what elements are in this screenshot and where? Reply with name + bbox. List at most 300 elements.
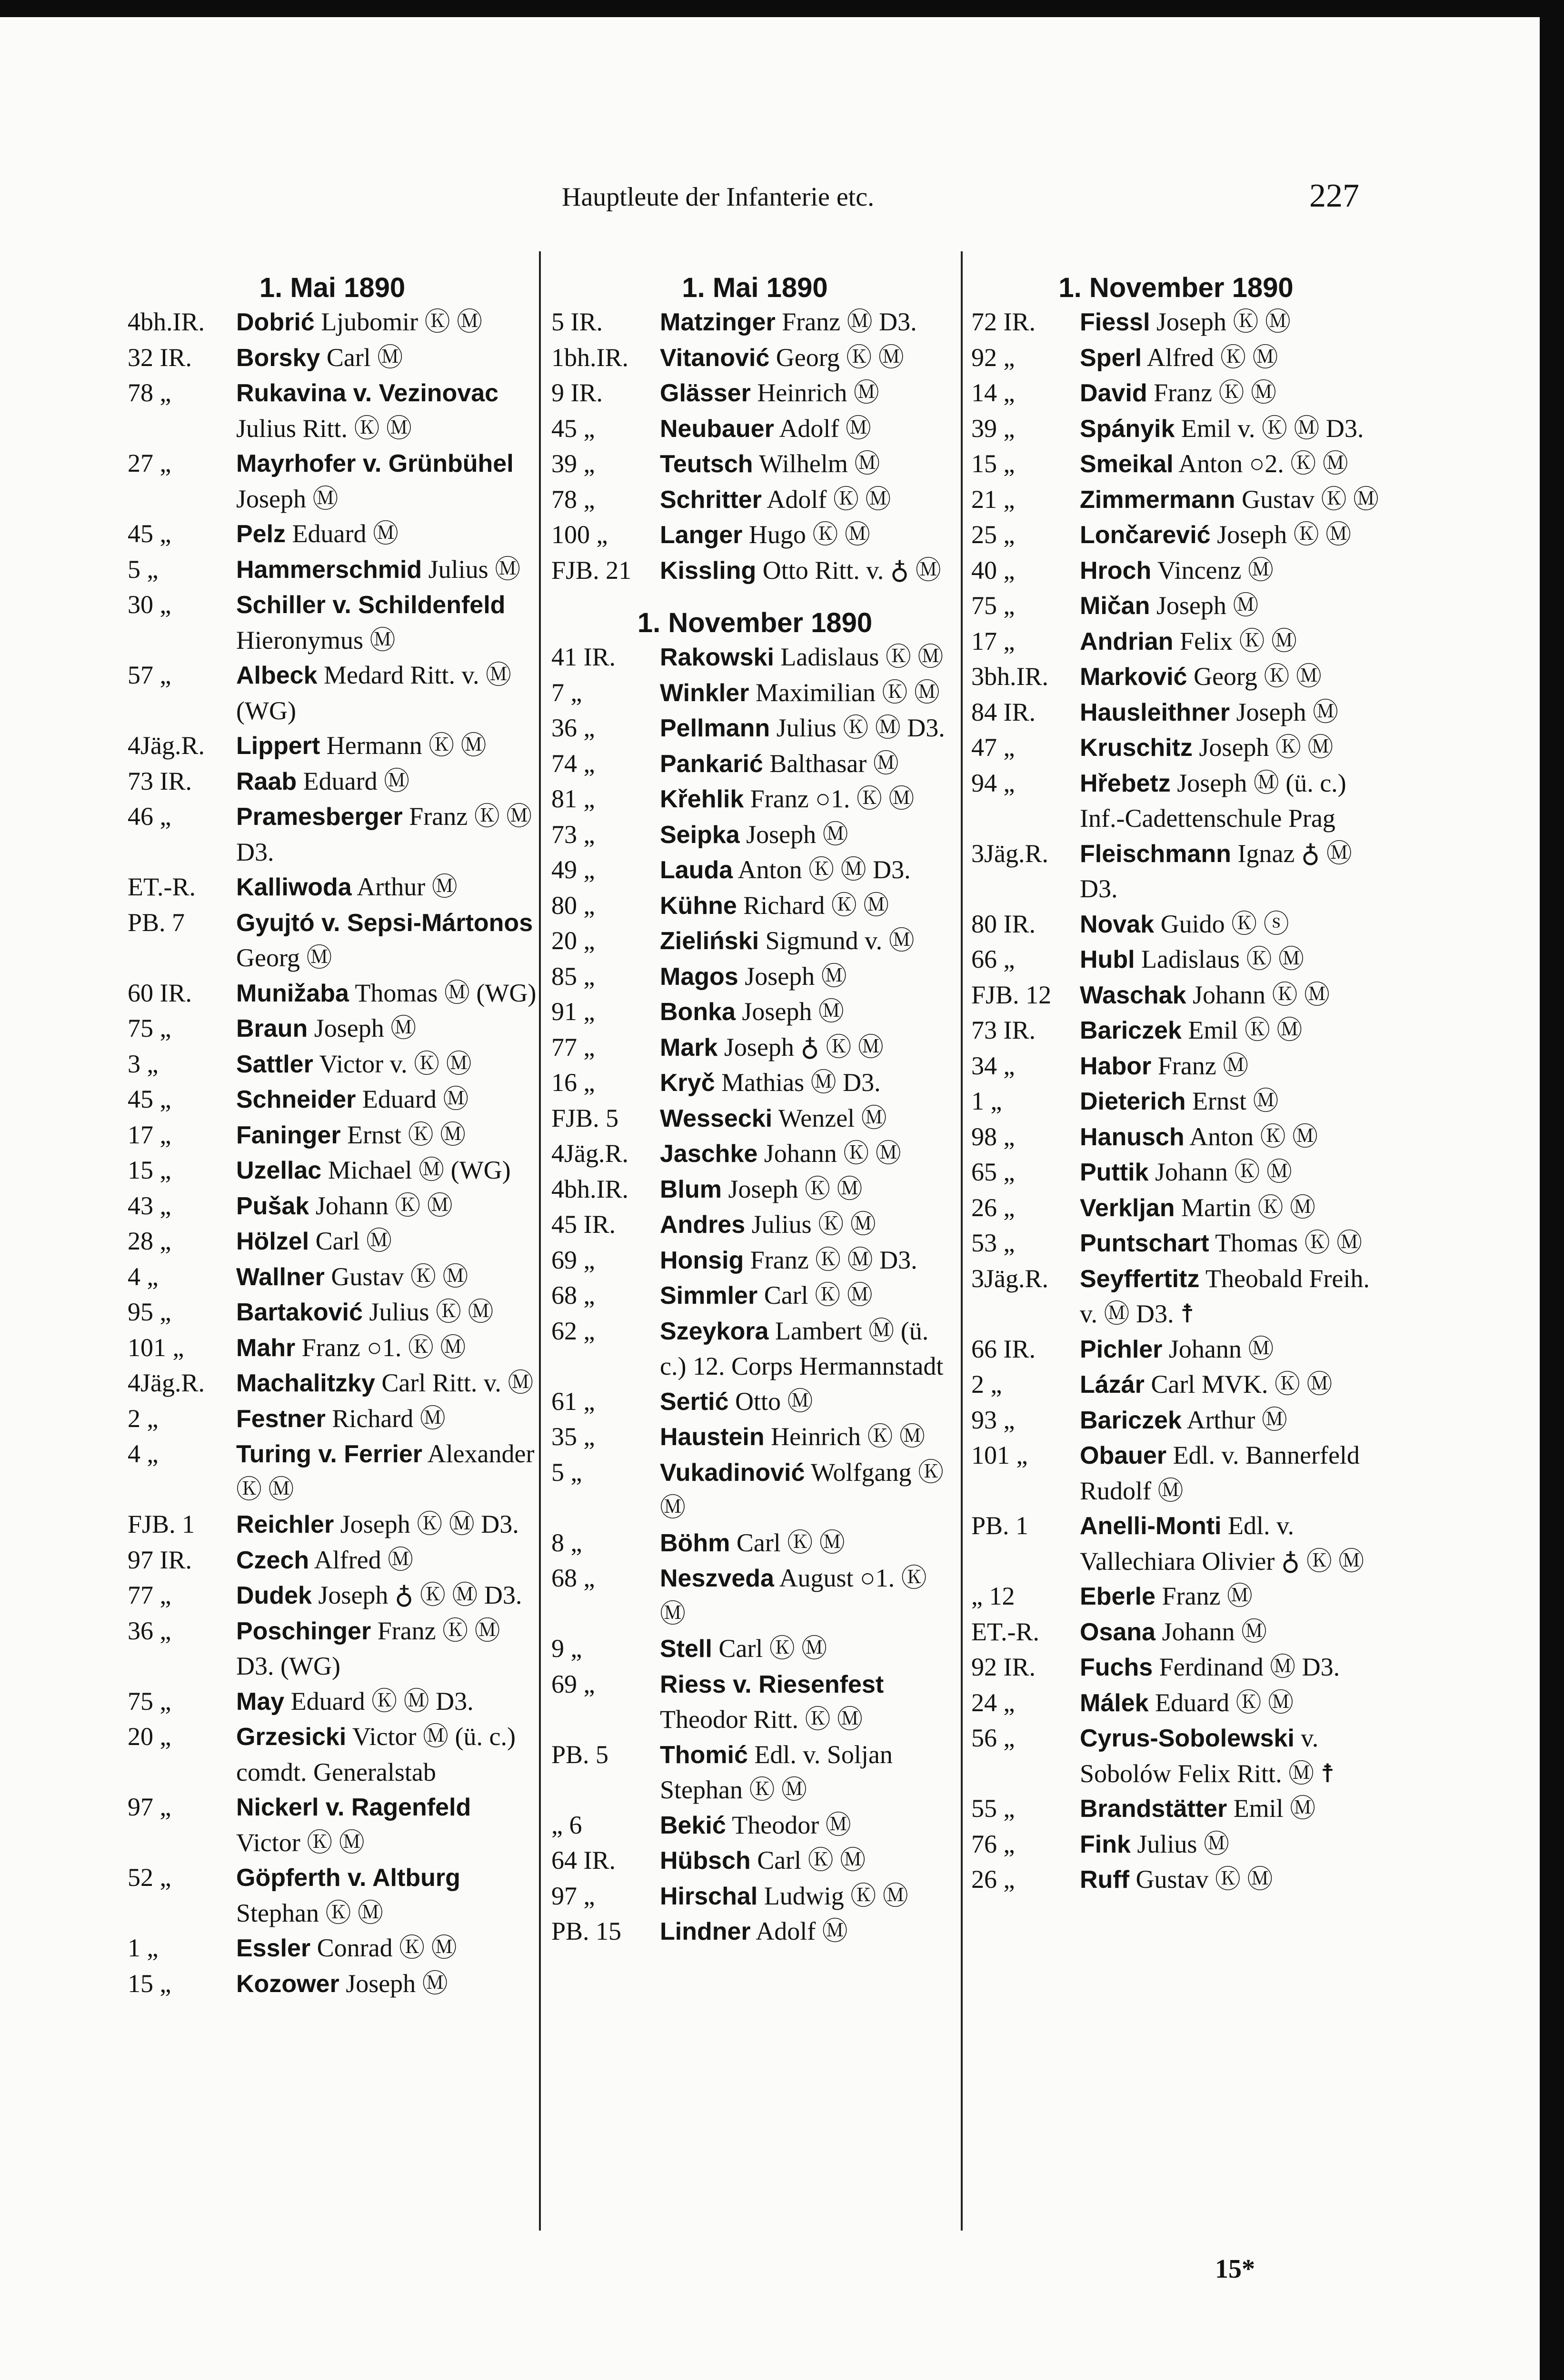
officer-surname: Blum [660,1175,722,1203]
unit-designation: 4bh.IR. [551,1174,628,1203]
unit-designation: 3 „ [128,1049,159,1078]
officer-details: Thomas Ⓜ (WG) [349,978,537,1007]
officer-entry [236,1860,537,1931]
unit-designation: 85 „ [551,962,595,991]
officer-details: Johann Ⓜ [1155,1617,1267,1646]
officer-entry [660,1101,958,1137]
list-item [128,1011,537,1047]
officer-surname: Munižaba [236,979,349,1007]
list-item [971,1686,1381,1721]
officer-entry [1080,978,1381,1013]
unit-designation: ET.-R. [128,873,196,901]
officer-details: Otto Ⓜ [728,1387,813,1416]
officer-entry [236,552,537,588]
officer-surname: Fink [1080,1830,1131,1858]
unit-designation: 101 „ [128,1333,184,1362]
officer-details: Georg Ⓚ Ⓜ [769,343,904,372]
officer-surname: Pušak [236,1192,309,1220]
list-item [971,1862,1381,1898]
officer-surname: Festner [236,1405,326,1433]
officer-entry [236,446,537,516]
officer-surname: Novak [1080,910,1155,938]
officer-surname: Sertić [660,1388,729,1416]
officer-details: Hieronymus Ⓜ [236,625,396,654]
officer-details: Franz Ⓜ [1155,1582,1253,1610]
officer-details: Joseph Ⓚ Ⓜ [1192,733,1334,762]
unit-designation: 1bh.IR. [551,343,628,372]
officer-entry [1080,1721,1381,1791]
unit-designation: FJB. 5 [551,1103,619,1132]
officer-details: Ernst Ⓜ [1185,1087,1279,1115]
list-item [128,1047,537,1082]
list-item [551,1843,958,1879]
officer-details: Franz Ⓚ Ⓜ D3. [236,802,532,866]
officer-entry [236,1224,537,1259]
officer-entry [1080,836,1381,907]
list-item [128,976,537,1012]
officer-surname: Smeikal [1080,450,1174,478]
officer-surname: Waschak [1080,981,1186,1009]
officer-surname: Hroch [1080,556,1152,585]
unit-designation: 17 „ [971,626,1015,655]
list-item [971,1650,1381,1686]
officer-entry [1080,1084,1381,1120]
officer-surname: Vukadinović [660,1458,805,1487]
unit-designation: 80 „ [551,891,595,920]
list-item [128,1719,537,1790]
officer-surname: Seipka [660,821,740,849]
unit-designation: 20 „ [551,926,595,955]
officer-entry [660,923,958,959]
officer-details: Ludwig Ⓚ Ⓜ [757,1881,908,1910]
officer-surname: Reichler [236,1511,334,1538]
officer-entry [1080,1791,1381,1827]
list-item [551,853,958,888]
list-item [971,376,1381,411]
officer-surname: Böhm [660,1529,730,1557]
officer-surname: Lončarević [1080,521,1211,549]
officer-entry [236,1437,537,1507]
officer-details: Edl. v. Bannerfeld Rudolf Ⓜ [1080,1441,1360,1505]
officer-details: Alfred Ⓜ [309,1545,414,1574]
officer-details: Conrad Ⓚ Ⓜ [310,1934,457,1962]
officer-surname: Winkler [660,679,749,707]
officer-entry [236,870,537,905]
officer-surname: Lauda [660,856,733,884]
list-item [128,340,537,376]
list-item [128,552,537,588]
officer-entry [660,446,958,482]
officer-surname: Wessecki [660,1104,773,1132]
officer-entry [1080,1438,1381,1508]
officer-details: Martin Ⓚ Ⓜ [1175,1193,1315,1222]
officer-details: Johann Ⓚ Ⓜ [309,1191,453,1220]
column-middle [551,271,958,1950]
officer-entry [1080,1827,1381,1863]
list-item [551,376,958,411]
officer-details: Arthur Ⓜ [351,873,458,901]
officer-entry [236,1330,537,1366]
officer-entry [660,1914,958,1950]
officer-surname: Szeykora [660,1317,769,1345]
officer-details: Alfred Ⓚ Ⓜ [1142,343,1278,372]
officer-surname: Dudek [236,1582,312,1609]
unit-designation: 56 „ [971,1724,1015,1752]
officer-entry [236,658,537,728]
officer-details: Lambert Ⓜ (ü. c.) 12. Corps Hermannstadt [660,1316,944,1380]
officer-details: Carl Ⓚ Ⓜ [730,1528,845,1557]
officer-details: Hugo Ⓚ Ⓜ [742,520,870,549]
officer-details: Franz Ⓚ Ⓜ D3. [744,1245,917,1274]
officer-details: Julius Ⓜ [422,555,521,584]
unit-designation: 5 „ [551,1458,582,1487]
officer-surname: Puntschart [1080,1230,1209,1257]
officer-surname: Machalitzky [236,1369,375,1397]
officer-surname: Jaschke [660,1140,758,1168]
officer-details: Franz Ⓚ Ⓜ [1147,378,1277,407]
list-item [971,1120,1381,1155]
section-heading: 1. Mai 1890 [682,272,828,303]
officer-details: Emil Ⓚ Ⓜ [1181,1016,1303,1044]
list-item [971,1508,1381,1579]
officer-details: Gustav Ⓚ Ⓜ [1129,1865,1273,1894]
officer-surname: Honsig [660,1246,744,1274]
officer-entry [236,1614,537,1684]
list-item [551,340,958,376]
unit-designation: 41 IR. [551,643,616,671]
officer-details: Anton Ⓚ Ⓜ D3. [733,855,911,884]
list-item [128,905,537,976]
unit-designation: 45 „ [128,519,171,548]
officer-entry [660,305,958,340]
list-item [551,1243,958,1279]
officer-details: Carl Ⓚ Ⓜ [750,1846,866,1874]
officer-surname: Neubauer [660,415,774,443]
list-item [971,1721,1381,1791]
officer-surname: Hammerschmid [236,555,422,584]
officer-entry [236,1401,537,1437]
officer-entry [660,1243,958,1279]
officer-surname: Uzellac [236,1157,322,1184]
officer-entry [236,376,537,446]
list-item [128,1295,537,1330]
unit-designation: 52 „ [128,1863,171,1892]
unit-designation: 2 „ [128,1404,159,1433]
officer-entry [1080,1403,1381,1438]
officer-entry [236,728,537,764]
unit-designation: „ 6 [551,1810,582,1839]
officer-details: Georg Ⓚ Ⓜ [1187,662,1322,691]
officer-entry [1080,305,1381,340]
list-item [551,675,958,711]
officer-surname: Andrian [1080,627,1174,655]
officer-details: Georg Ⓜ [236,943,332,972]
officer-surname: Mahr [236,1334,296,1362]
list-item [551,640,958,675]
list-item [551,1065,958,1101]
officer-entry [236,1189,537,1224]
column-divider [961,251,963,2231]
page-header-title: Hauptleute der Infanterie etc. [562,182,875,212]
officer-surname: Křehlik [660,785,744,813]
list-item [971,836,1381,907]
officer-surname: Bartaković [236,1299,363,1326]
officer-surname: Mayrhofer v. Grünbühel [236,450,514,477]
officer-entry [236,587,537,658]
officer-surname: Hirschal [660,1882,758,1910]
list-item [128,1860,537,1931]
officer-surname: Hübsch [660,1847,751,1874]
officer-surname: Borsky [236,344,320,372]
list-item [551,482,958,518]
section-heading: 1. November 1890 [637,607,873,638]
list-item [971,624,1381,660]
unit-designation: 68 „ [551,1564,595,1592]
list-item [551,517,958,553]
officer-entry [660,1808,958,1844]
unit-designation: 36 „ [551,714,595,742]
officer-entry [1080,376,1381,411]
officer-details: Heinrich Ⓚ Ⓜ [764,1422,926,1451]
list-item [971,1367,1381,1403]
officer-details: Joseph Ⓜ [738,962,847,991]
officer-entry [660,1384,958,1420]
officer-details: Johann Ⓜ [1162,1334,1274,1363]
officer-surname: Puttik [1080,1159,1149,1186]
officer-details: Franz ○1. Ⓚ Ⓜ [295,1333,466,1362]
officer-entry [660,1561,958,1631]
unit-designation: 75 „ [128,1686,171,1716]
officer-entry [1080,1650,1381,1686]
officer-entry [660,675,958,711]
unit-designation: 39 „ [971,414,1015,443]
unit-designation: PB. 5 [551,1740,609,1769]
officer-details: Heinrich Ⓜ [750,378,879,407]
list-item [128,764,537,800]
officer-details: Eduard Ⓜ [356,1085,469,1113]
officer-details: Carl MVK. Ⓚ Ⓜ [1144,1370,1333,1398]
officer-surname: Matzinger [660,308,776,336]
unit-designation: 62 „ [551,1316,595,1345]
unit-designation: 69 „ [551,1669,595,1698]
officer-entry [660,640,958,675]
unit-designation: 98 „ [971,1122,1015,1151]
officer-entry [660,517,958,553]
unit-designation: 27 „ [128,449,171,477]
officer-details: Joseph Ⓜ [308,1014,417,1042]
list-item [128,728,537,764]
officer-entry [660,994,958,1030]
officer-details: Carl Ⓜ [320,343,403,372]
officer-details: Julius Ⓚ Ⓜ [362,1298,494,1326]
officer-entry [1080,446,1381,482]
officer-entry [660,817,958,853]
list-item [551,1419,958,1455]
list-item [551,1207,958,1243]
column-divider [539,251,541,2231]
list-item [551,994,958,1030]
officer-surname: Dobrić [236,308,315,336]
unit-designation: 4Jäg.R. [551,1139,628,1168]
unit-designation: 49 „ [551,855,595,884]
officer-entry [660,1526,958,1561]
list-item [971,411,1381,447]
unit-designation: 100 „ [551,520,608,549]
unit-designation: 21 „ [971,485,1015,514]
officer-surname: Bonka [660,998,736,1026]
officer-surname: Lázár [1080,1371,1145,1398]
officer-details: Emil Ⓜ [1227,1794,1316,1823]
officer-entry [660,1455,958,1526]
scan-edge-right [1540,0,1564,2380]
list-item [551,1879,958,1914]
list-item [971,1261,1381,1332]
officer-entry [1080,1615,1381,1650]
officer-details: Edl. v. Soljan Stephan Ⓚ Ⓜ [660,1740,893,1804]
officer-details: Vincenz Ⓜ [1151,555,1274,585]
list-item [551,1314,958,1384]
officer-details: Victor Ⓜ (ü. c.) comdt. Generalstab [236,1722,516,1786]
list-item [551,746,958,782]
officer-entry [1080,1579,1381,1615]
officer-entry [660,782,958,817]
list-item [971,730,1381,766]
unit-designation: 97 „ [128,1793,171,1821]
unit-designation: „ 12 [971,1582,1015,1610]
officer-surname: Brandstätter [1080,1795,1227,1823]
officer-details: Ferdinand Ⓜ D3. [1153,1653,1340,1681]
list-item [551,1667,958,1737]
officer-entry [236,799,537,870]
unit-designation: 16 „ [551,1068,595,1097]
officer-entry [660,340,958,376]
unit-designation: 26 „ [971,1865,1015,1894]
officer-entry [236,976,537,1012]
unit-designation: 92 IR. [971,1653,1036,1681]
officer-details: Thomas Ⓚ Ⓜ [1209,1229,1363,1257]
officer-details: Joseph Ⓜ [236,484,339,513]
officer-surname: Schneider [236,1086,356,1113]
officer-surname: Faninger [236,1121,341,1149]
officer-entry [1080,482,1381,518]
officer-details: Guido Ⓚ ⓢ [1154,909,1289,938]
officer-details: Carl Ritt. v. Ⓜ [375,1368,534,1397]
officer-details: Joseph Ⓜ [735,997,844,1026]
unit-designation: 77 „ [128,1581,171,1609]
officer-details: Joseph Ⓜ [339,1969,448,1998]
officer-details: Wenzel Ⓜ [772,1103,887,1132]
officer-details: Joseph Ⓜ [1150,591,1259,620]
list-item [551,1278,958,1314]
officer-surname: Osana [1080,1618,1156,1646]
officer-entry [236,1790,537,1860]
officer-details: August ○1. Ⓚ Ⓜ [660,1564,927,1628]
officer-entry [1080,517,1381,553]
list-item [128,446,537,516]
officer-details: Carl Ⓜ [309,1227,392,1255]
officer-surname: Nickerl v. Ragenfeld [236,1794,471,1821]
officer-details: Joseph ♁ Ⓚ Ⓜ D3. [311,1581,522,1609]
list-item [971,1827,1381,1863]
officer-surname: May [236,1687,285,1716]
officer-entry [1080,1120,1381,1155]
officer-surname: Raab [236,767,297,795]
officer-surname: Lindner [660,1918,751,1945]
officer-details: Otto Ritt. v. ♁ Ⓜ [756,555,941,585]
officer-surname: Magos [660,962,738,991]
column-right [971,271,1381,1898]
unit-designation: 101 „ [971,1441,1028,1469]
list-item [971,942,1381,978]
officer-surname: Hanusch [1080,1123,1185,1151]
officer-entry [660,482,958,518]
unit-designation: 47 „ [971,733,1015,762]
officer-surname: Fiessl [1080,308,1150,336]
officer-surname: Pramesberger [236,803,403,831]
list-item [551,446,958,482]
unit-designation: 34 „ [971,1051,1015,1080]
unit-designation: 80 IR. [971,909,1036,938]
unit-designation: 5 IR. [551,307,603,336]
officer-surname: Essler [236,1934,311,1962]
officer-details: Eduard Ⓜ [286,519,398,548]
officer-details: Eduard Ⓚ Ⓜ D3. [284,1686,474,1716]
unit-designation: 61 „ [551,1387,595,1416]
officer-details: Franz Ⓜ [1151,1051,1249,1080]
unit-designation: 93 „ [971,1405,1015,1434]
list-item [128,1366,537,1401]
list-item [128,1578,537,1614]
officer-entry [236,1684,537,1720]
signature-mark: 15* [1215,2254,1255,2284]
unit-designation: 36 „ [128,1616,171,1645]
officer-entry [1080,588,1381,624]
unit-designation: 15 „ [128,1156,171,1184]
list-item [128,376,537,446]
list-item [128,870,537,905]
unit-designation: 45 „ [551,414,595,443]
unit-designation: 45 IR. [551,1210,616,1239]
officer-surname: Wallner [236,1263,325,1291]
unit-designation: 68 „ [551,1281,595,1309]
officer-details: Richard Ⓜ [325,1404,446,1433]
officer-surname: Sattler [236,1050,313,1078]
officer-entry [236,1931,537,1966]
officer-details: Carl Ⓚ Ⓜ [757,1281,873,1309]
column-left [128,271,537,2002]
unit-designation: 9 IR. [551,378,603,407]
list-item [971,659,1381,695]
officer-surname: Bariczek [1080,1017,1182,1044]
officer-entry [1080,340,1381,376]
list-item [971,446,1381,482]
officer-details: Mathias Ⓜ D3. [715,1068,881,1097]
list-item [551,817,958,853]
unit-designation: 57 „ [128,661,171,689]
unit-designation: 91 „ [551,997,595,1026]
officer-entry [660,376,958,411]
unit-designation: 3Jäg.R. [971,1264,1048,1293]
officer-surname: Göpferth v. Altburg [236,1864,460,1892]
page-number: 227 [1309,178,1359,214]
unit-designation: 46 „ [128,802,171,831]
officer-details: v. Sobolów Felix Ritt. Ⓜ ☨ [1080,1724,1335,1788]
list-item [551,411,958,447]
officer-entry [660,711,958,746]
officer-entry [236,1259,537,1295]
officer-entry [660,1737,958,1808]
officer-details: Franz Ⓚ Ⓜ D3. (WG) [236,1616,500,1680]
